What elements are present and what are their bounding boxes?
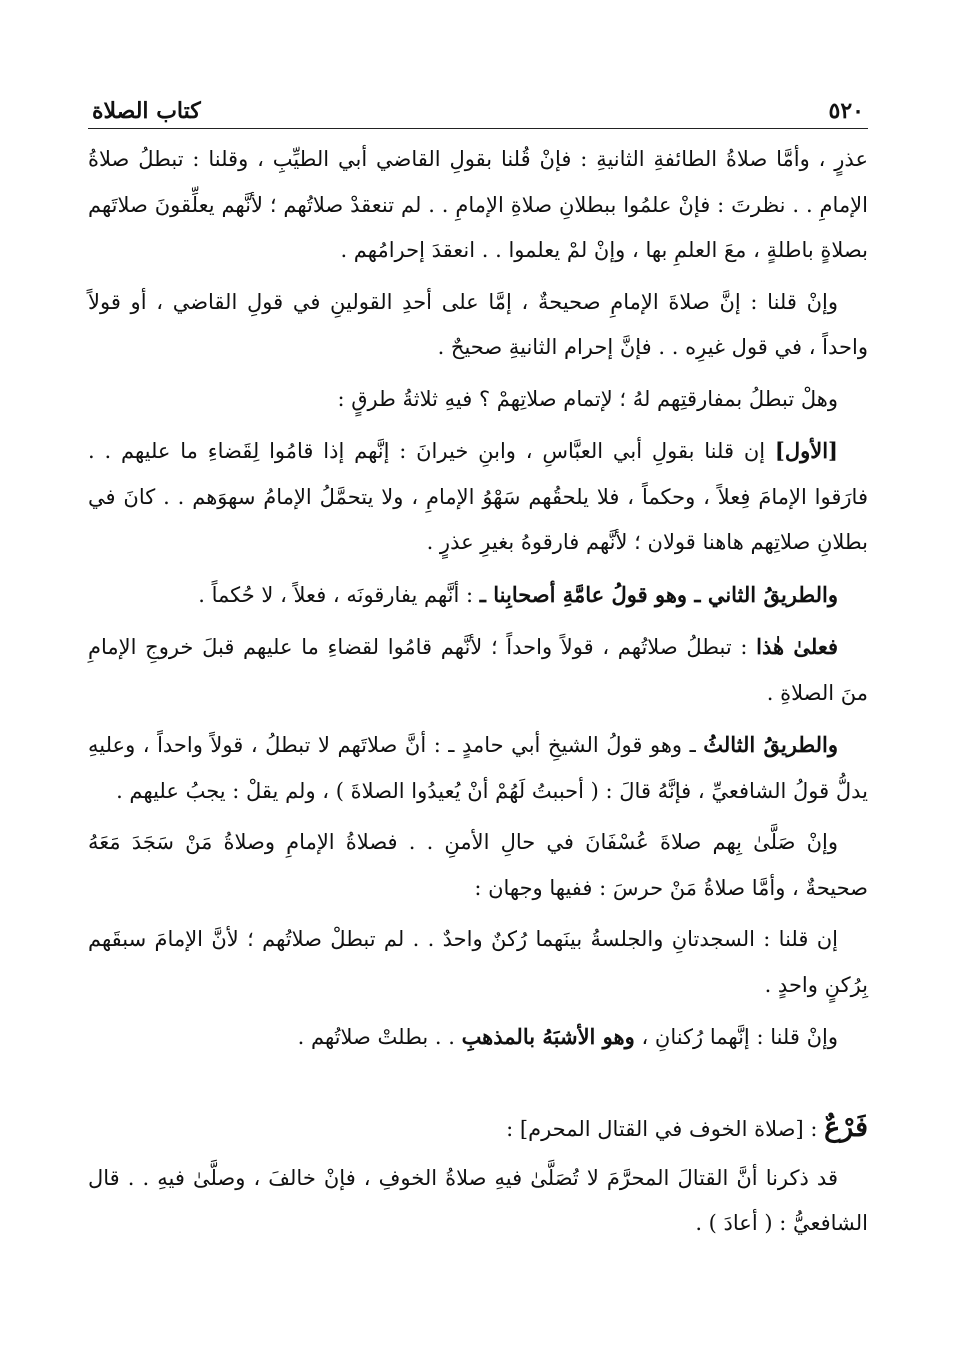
- ala-hadha-paragraph: [88, 624, 868, 716]
- paragraph-usfan: وإنْ صَلَّىٰ بِهم صلاةَ عُسْفَانَ في حالِ الأمنِ . . فصلاةُ الإمامِ وصلاةُ مَنْ سَجَدَ مَعَهُ صحيحةٌ ، وأمَّا صلاةُ مَنْ حرسَ : ففيها وجهان :: [88, 830, 868, 900]
- first-way-label: [الأول]: [774, 438, 838, 463]
- body-text: [88, 137, 868, 1247]
- paragraph-3: وهلْ تبطلُ بمفارقتِهم لهُ ؛ لإتمام صلاتِهمْ ؟ فيهِ ثلاثةُ طرقٍ :: [337, 386, 838, 411]
- third-way-paragraph: [88, 722, 868, 814]
- first-way-paragraph: [88, 428, 868, 566]
- book-title: كتاب الصلاة: [92, 98, 201, 124]
- page-number: ٥٢٠: [828, 98, 864, 124]
- running-head: [88, 86, 868, 129]
- third-way-text: ـ وهو قولُ الشيخِ أبي حامدٍ ـ : أنَّ صلاتَهم لا تبطلُ ، قولاً واحداً ، وعليهِ يدلُّ قولُ الشافعيِّ ، فإنَّهُ قالَ : ( أحببتُ لَهُمْ أنْ يُعيدُوا الصلاةَ ) ، ولم يقلْ : يجبُ عليهم .: [88, 733, 868, 803]
- page: [88, 86, 868, 1253]
- last-para-after: . . بطلتْ صلاتُهم .: [297, 1025, 462, 1049]
- paragraph-2: وإنْ قلنا : إنَّ صلاةَ الإمامِ صحيحةٌ ، إمَّا على أحدِ القولينِ في قولِ القاضي ، أو قولاً واحداً ، في قول غيرِه . . فإنَّ إحرام الثانيةِ صحيحٌ .: [88, 289, 868, 359]
- second-way-text: : أنَّهم يفارقونَه ، فعلاً ، لا حُكماً .: [198, 582, 480, 607]
- paragraph-sajdatan: إن قلنا : السجدتانِ والجلسةُ بينَهما رُكنٌ واحدٌ . . لم تبطلْ صلاتُهم ؛ لأنَّ الإمامَ سبقَهم بِرُكنٍ واحدٍ .: [88, 927, 868, 997]
- second-way-label: والطريقُ الثاني ـ وهو قولُ عامَّةِ أصحابِنا ـ: [479, 581, 838, 607]
- first-way-text: إن قلنا بقولِ أبي العبَّاسِ ، وابنِ خيرانَ : إنَّهم إذا قامُوا لِقَضاءِ ما عليهم . . فارَقوا الإمامَ فِعلاً ، وحكماً ، فلا يلحقُهم سَهْوُ الإمامِ ، ولا يتحمَّلُ الإمامُ سهوَهم . . كانَ في بطلانِ صلاتِهم هاهنا قولان ؛ لأنَّهم فارقوهُ بغيرِ عذرٍ .: [88, 439, 868, 554]
- last-para-bold: وهو الأشبَهُ بالمذهبِ: [461, 1024, 635, 1049]
- ala-hadha-label: فعلىٰ هٰذا: [756, 634, 838, 659]
- third-way-label: والطريقُ الثالثُ: [703, 732, 838, 757]
- fara-title: : [صلاة الخوف في القتال المحرم] :: [506, 1116, 825, 1141]
- paragraph-1: عذرٍ ، وأمَّا صلاةُ الطائفةِ الثانيةِ : فإنْ قُلنا بقولِ القاضي أبي الطيِّبِ ، وقلنا : تبطلُ صلاةُ الإمامِ . . نظرتَ : فإنْ علمُوا ببطلانِ صلاةِ الإمامِ . . لم تنعقدْ صلاتُهم ؛ لأنَّهم يعلِّقونَ صلاتَهم بصلاةٍ باطلةٍ ، معَ العلمِ بها ، وإنْ لمْ يعلموا . . انعقدَ إحرامُهم .: [88, 147, 868, 262]
- ala-hadha-text: : تبطلُ صلاتُهم ، قولاً واحداً ؛ لأنَّهم قامُوا لقضاءِ ما عليهم قبلَ خروجِ الإمامِ منَ الصلاةِ .: [88, 635, 868, 705]
- fara-heading: [88, 1105, 868, 1152]
- section-gap: [88, 1067, 868, 1105]
- last-para-before: وإنْ قلنا : إنَّهما رُكنانِ ،: [634, 1025, 838, 1049]
- last-paragraph: [88, 1014, 868, 1061]
- second-way-paragraph: [88, 572, 868, 619]
- final-paragraph: قد ذكرنا أنَّ القتالَ المحرَّمَ لا تُصَلَّىٰ فيهِ صلاةُ الخوفِ ، فإنْ خالفَ ، وصلَّىٰ فيهِ . . قال الشافعيُّ : ( أعادَ ) .: [88, 1165, 868, 1235]
- fara-word: فَرْعٌ: [824, 1111, 868, 1143]
